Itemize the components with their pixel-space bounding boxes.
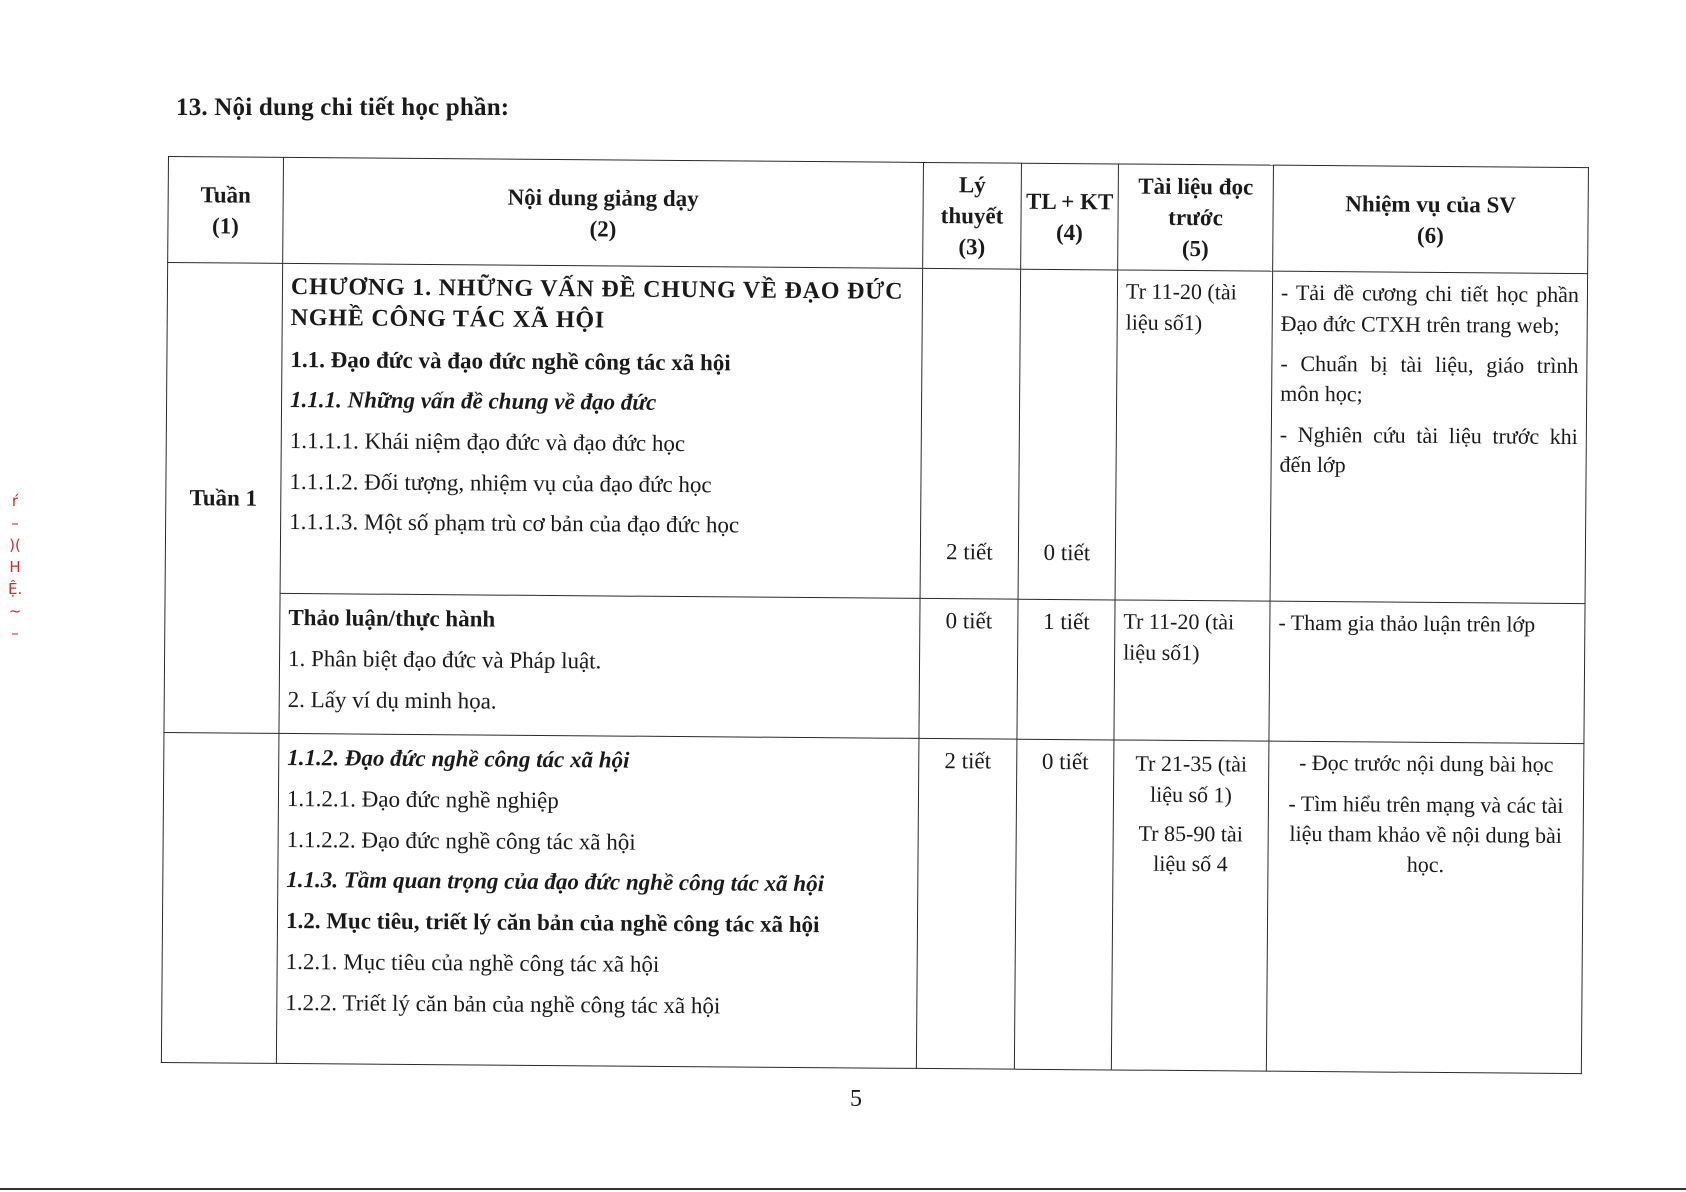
section-title: 1.1. Đạo đức và đạo đức nghề công tác xã hội [290, 346, 731, 375]
content-line: 1.2. Mục tiêu, triết lý căn bản của nghề công tác xã hội [285, 908, 820, 938]
reading-cell: Tr 11-20 (tài liệu số1) [1114, 600, 1270, 741]
header-tasks-title: Nhiệm vụ của SV [1345, 190, 1517, 218]
page-number: 5 [850, 1086, 862, 1112]
table-row [161, 733, 1584, 1074]
week-cell-empty [161, 733, 279, 1064]
content-line: 1.2.1. Mục tiêu của nghề công tác xã hội [285, 948, 660, 977]
theory-hours: 2 tiết [916, 739, 1017, 1070]
margin-mark: ~ [8, 602, 22, 620]
header-reading-title: Tài liệu đọc trước [1138, 173, 1254, 231]
content-line: 1.1.2.1. Đạo đức nghề nghiệp [286, 785, 559, 813]
header-tasks [1273, 165, 1589, 274]
header-reading-num: (5) [1181, 236, 1209, 262]
margin-mark: )( [9, 536, 21, 554]
margin-mark: – [11, 514, 19, 532]
header-theory [923, 162, 1022, 269]
margin-mark: – [11, 624, 19, 642]
table-row [165, 263, 1588, 604]
content-cell [279, 594, 920, 739]
task-item: - Chuẩn bị tài liệu, giáo trình môn học; [1280, 350, 1579, 407]
content-line: 1.2.2. Triết lý căn bản của nghề công tác xã hội [285, 989, 721, 1018]
content-line: 1.1.2. Đạo đức nghề công tác xã hội [287, 745, 630, 773]
task-item: - Tải đề cương chi tiết học phần Đạo đức CTXH trên trang web; [1280, 279, 1580, 338]
discussion-title: Thảo luận/thực hành [288, 605, 496, 632]
content-line: 1.1.3. Tầm quan trọng của đạo đức nghề công tác xã hội [286, 867, 825, 897]
content-item: 1. Phân biệt đạo đức và Pháp luật. [287, 645, 602, 674]
discussion-hours: 1 tiết [1017, 599, 1115, 740]
header-theory-title: Lý thuyết [940, 172, 1004, 229]
task-item: - Tham gia thảo luận trên lớp [1278, 609, 1536, 637]
margin-mark: Ệ. [8, 580, 23, 598]
content-cell [280, 264, 923, 599]
table-row [164, 593, 1585, 744]
week-cell: Tuần 1 [164, 263, 283, 734]
content-cell [276, 734, 919, 1069]
task-item: - Đọc trước nội dung bài học [1298, 750, 1554, 778]
chapter-title: CHƯƠNG 1. NHỮNG VẤN ĐỀ CHUNG VỀ ĐẠO ĐỨC NGHỀ CÔNG TÁC XÃ HỘI [290, 274, 904, 334]
header-content-title: Nội dung giảng dạy [507, 184, 699, 211]
discussion-hours: 0 tiết [1018, 269, 1118, 600]
header-tasks-num: (6) [1416, 222, 1444, 248]
reading-cell: Tr 11-20 (tài liệu số1) [1115, 270, 1273, 601]
table-header-row [168, 157, 1589, 274]
header-theory-num: (3) [958, 234, 986, 260]
scan-bottom-edge [0, 1188, 1686, 1190]
content-item: 1.1.1.2. Đối tượng, nhiệm vụ của đạo đức học [289, 468, 712, 497]
header-discussion [1021, 163, 1119, 270]
content-item: 2. Lấy ví dụ minh họa. [287, 686, 497, 714]
margin-mark: H [9, 558, 21, 576]
reading-item: Tr 85-90 tài liệu số 4 [1138, 820, 1243, 877]
header-reading [1118, 164, 1274, 271]
header-week-title: Tuần [200, 181, 251, 208]
content-line: 1.1.2.2. Đạo đức nghề công tác xã hội [286, 826, 636, 855]
section-heading: 13. Nội dung chi tiết học phần: [176, 94, 510, 121]
header-discussion-num: (4) [1055, 219, 1083, 245]
header-week [168, 157, 284, 264]
content-item: 1.1.1.1. Khái niệm đạo đức và đạo đức học [289, 427, 686, 457]
tasks-cell [1270, 271, 1588, 603]
subsection-title: 1.1.1. Những vấn đề chung về đạo đức [289, 387, 657, 416]
header-content [283, 157, 924, 268]
course-content-table [161, 156, 1589, 1074]
theory-hours: 2 tiết [920, 269, 1021, 600]
margin-stamp-marks [8, 490, 22, 644]
tasks-cell [1269, 601, 1585, 743]
discussion-hours: 0 tiết [1014, 739, 1114, 1070]
task-item: - Nghiên cứu tài liệu trước khi đến lớp [1279, 421, 1578, 478]
content-item: 1.1.1.3. Một số phạm trù cơ bản của đạo đức học [289, 509, 740, 538]
task-item: - Tìm hiểu trên mạng và các tài liệu tham khảo về nội dung bài học. [1288, 790, 1564, 878]
theory-hours: 0 tiết [919, 599, 1018, 740]
header-discussion-title: TL + KT [1025, 188, 1114, 214]
margin-mark: ŕ [11, 492, 19, 510]
reading-cell [1111, 740, 1269, 1071]
reading-item: Tr 21-35 (tài liệu số 1) [1135, 750, 1248, 807]
header-content-num: (2) [589, 215, 617, 242]
tasks-cell [1266, 741, 1584, 1073]
header-week-num: (1) [211, 212, 239, 239]
